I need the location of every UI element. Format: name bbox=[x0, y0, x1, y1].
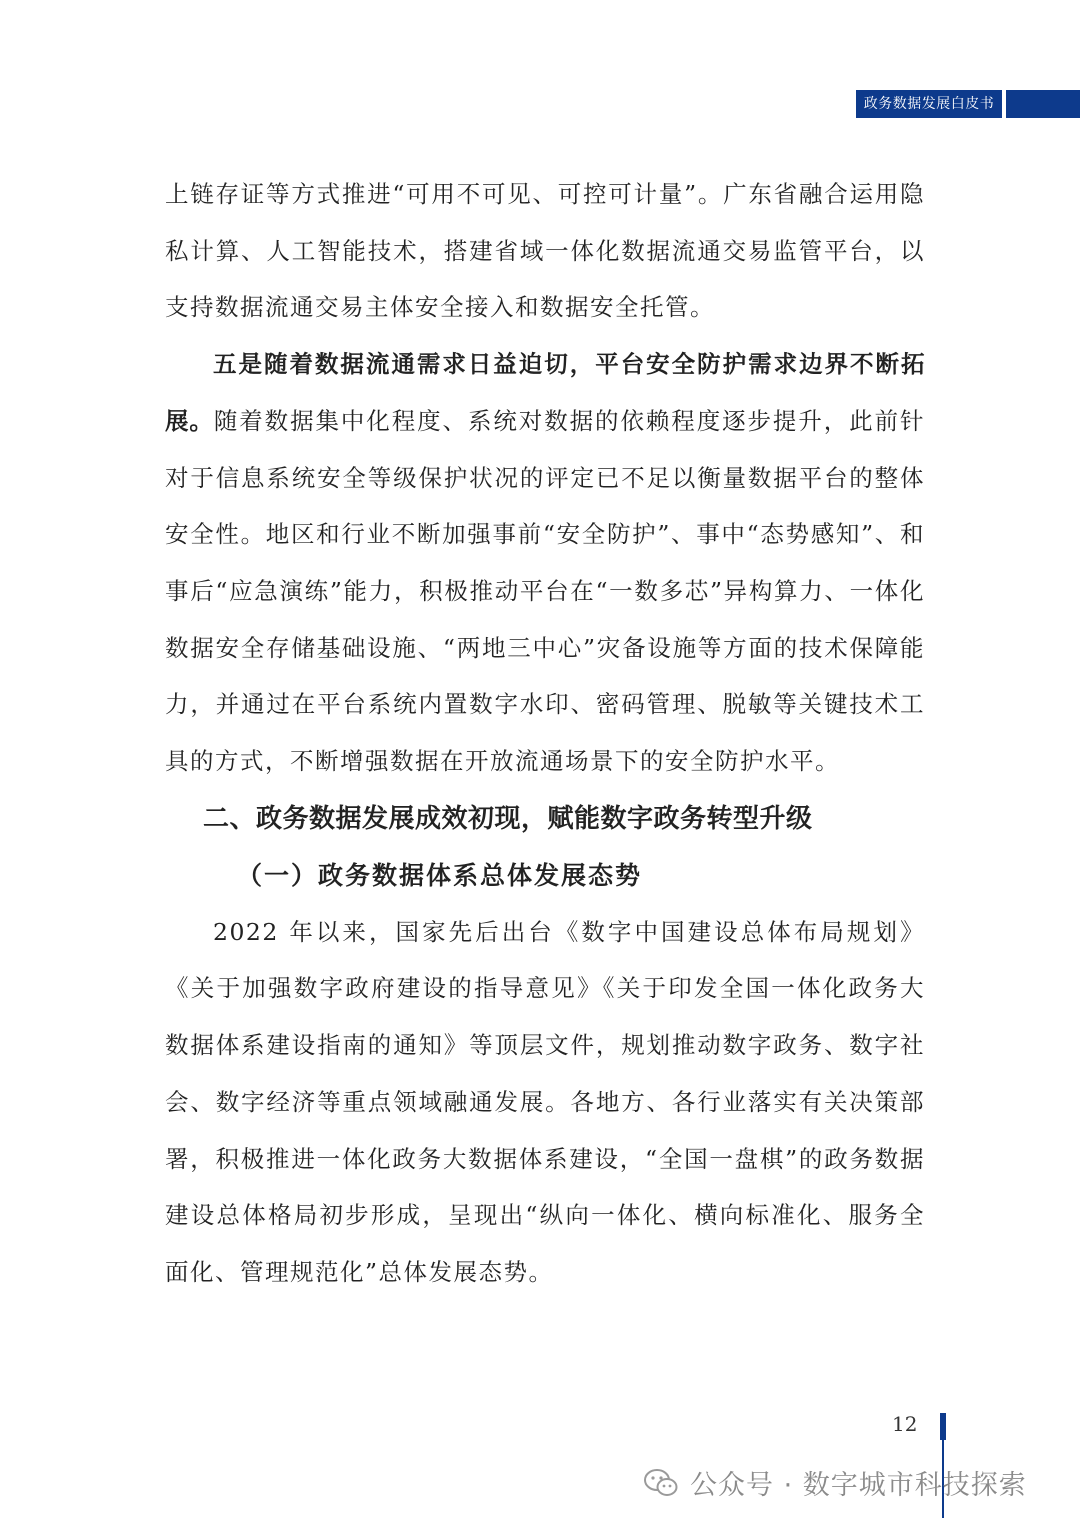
document-body bbox=[165, 166, 925, 1301]
page-number-accent bbox=[940, 1413, 946, 1440]
page-number: 12 bbox=[892, 1412, 918, 1436]
paragraph-2-text: 随着数据集中化程度、系统对数据的依赖程度逐步提升，此前针对于信息系统安全等级保护状况的评定已不足以衡量数据平台的整体安全性。地区和行业不断加强事前“安全防护”、事中“态势感知”、和事后“应急演练”能力，积极推动平台在“一数多芯”异构算力、一体化数据安全存储基础设施、“两地三中心”灾备设施等方面的技术保障能力，并通过在平台系统内置数字水印、密码管理、脱敏等关键技术工具的方式，不断增强数据在开放流通场景下的安全防护水平。 bbox=[165, 406, 925, 776]
paragraph-1: 上链存证等方式推进“可用不可见、可控可计量”。广东省融合运用隐私计算、人工智能技术，搭建省域一体化数据流通交易监管平台，以支持数据流通交易主体安全接入和数据安全托管。 bbox=[165, 180, 925, 322]
subsection-heading: （一）政务数据体系总体发展态势 bbox=[237, 860, 643, 890]
wechat-icon bbox=[644, 1468, 678, 1498]
section-heading: 二、政务数据发展成效初现，赋能数字政务转型升级 bbox=[203, 803, 813, 834]
watermark-text: 公众号 · 数字城市科技探索 bbox=[690, 1470, 1027, 1501]
watermark bbox=[644, 1463, 1027, 1502]
paragraph-2 bbox=[165, 336, 925, 790]
paragraph-2-lead: 五是随着数据流通需求日益迫切，平台安全防护需求边界不断拓展。 bbox=[165, 350, 925, 435]
header-title: 政务数据发展白皮书 bbox=[856, 90, 1002, 118]
paragraph-3: 2022 年以来，国家先后出台《数字中国建设总体布局规划》《关于加强数字政府建设的指导意见》《关于印发全国一体化政务大数据体系建设指南的通知》等顶层文件，规划推动数字政务、数字社会、数字经济等重点领域融通发展。各地方、各行业落实有关决策部署，积极推进一体化政务大数据体系建设，“全国一盘棋”的政务数据建设总体格局初步形成，呈现出“纵向一体化、横向标准化、服务全面化、管理规范化”总体发展态势。 bbox=[165, 917, 925, 1286]
header-accent-bar bbox=[1006, 90, 1080, 118]
